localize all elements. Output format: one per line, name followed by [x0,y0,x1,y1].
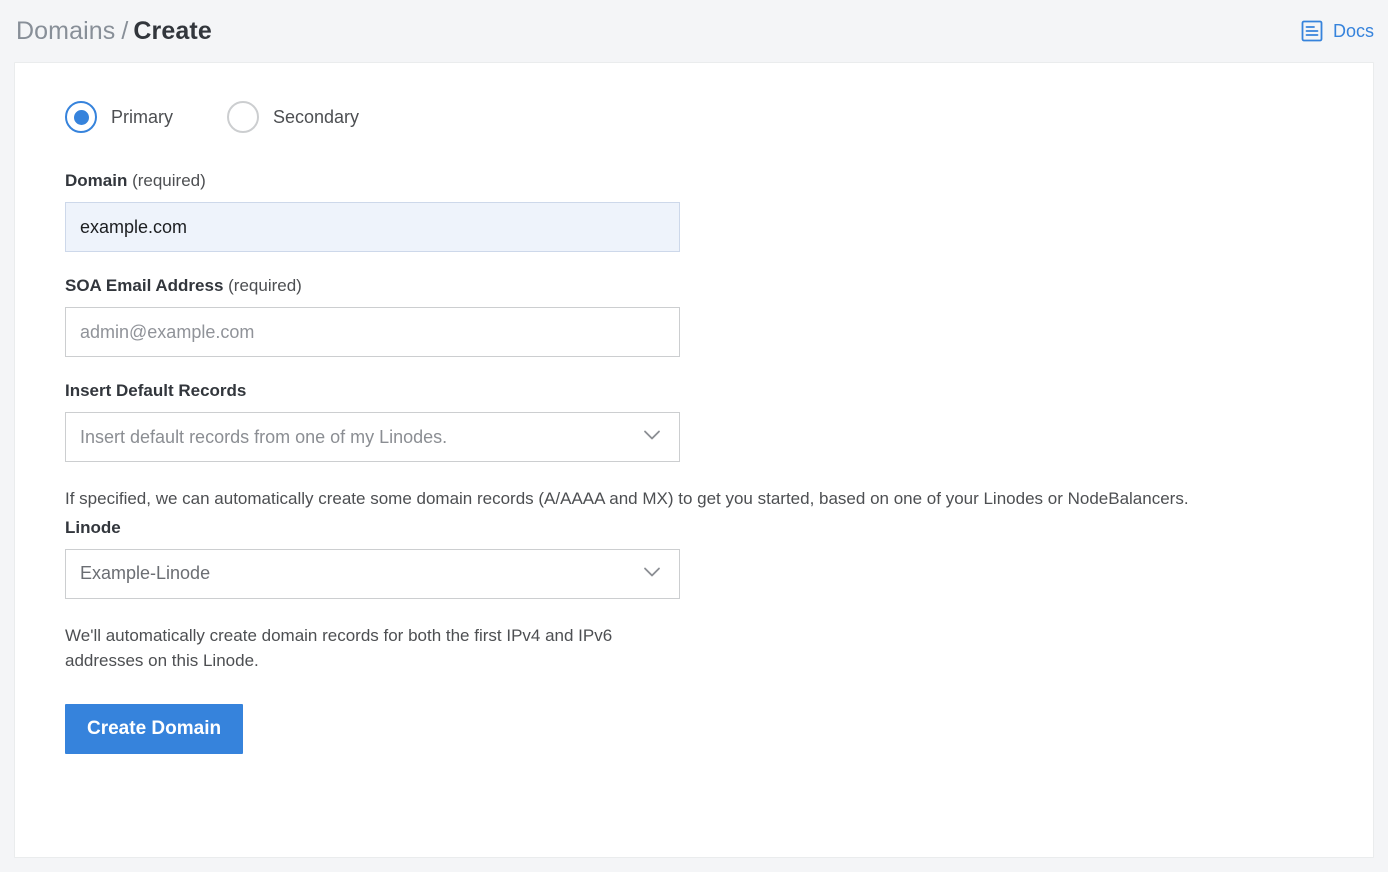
linode-select[interactable]: Example-Linode [65,549,680,599]
domain-type-radio-group [65,101,1373,133]
radio-primary[interactable] [65,101,173,133]
insert-default-records-select-wrap [65,412,680,462]
insert-default-records-field-group [65,381,1373,462]
docs-label: Docs [1332,20,1374,41]
page-header [0,0,1388,62]
breadcrumb [16,16,212,45]
linode-select-wrap [65,549,680,599]
docs-link[interactable] [1300,19,1374,43]
domain-field-group [65,171,1373,252]
soa-email-label-text: SOA Email Address [65,276,224,295]
soa-email-input[interactable] [65,307,680,357]
create-domain-panel [14,62,1374,858]
insert-default-records-label: Insert Default Records [65,381,247,400]
radio-secondary-label: Secondary [273,106,360,127]
insert-default-records-help: If specified, we can automatically create some domain records (A/AAAA and MX) to get you started, based on one of your Linodes or NodeBalancers. [65,489,1189,508]
create-domain-button[interactable]: Create Domain [65,704,243,754]
radio-primary-label: Primary [111,106,173,127]
domain-label-text: Domain [65,171,128,190]
radio-secondary-icon[interactable] [227,101,259,133]
linode-field-group [65,518,1373,599]
soa-email-field-group [65,276,1373,357]
radio-secondary[interactable] [227,101,359,133]
domain-input[interactable] [65,202,680,252]
page-title: Create [133,16,212,45]
linode-note: We'll automatically create domain records for both the first IPv4 and IPv6 addresses on this Linode. [65,625,613,670]
breadcrumb-separator: / [121,16,129,45]
create-domain-form [15,63,1373,754]
soa-email-label [65,276,1373,296]
breadcrumb-parent[interactable]: Domains [16,16,116,45]
document-icon [1300,19,1324,43]
soa-email-required-suffix: (required) [228,276,302,295]
linode-label: Linode [65,517,121,537]
domain-required-suffix: (required) [132,171,206,190]
insert-default-records-select[interactable]: Insert default records from one of my Linodes. [65,412,680,462]
domain-label [65,171,1373,191]
radio-primary-icon[interactable] [65,101,97,133]
